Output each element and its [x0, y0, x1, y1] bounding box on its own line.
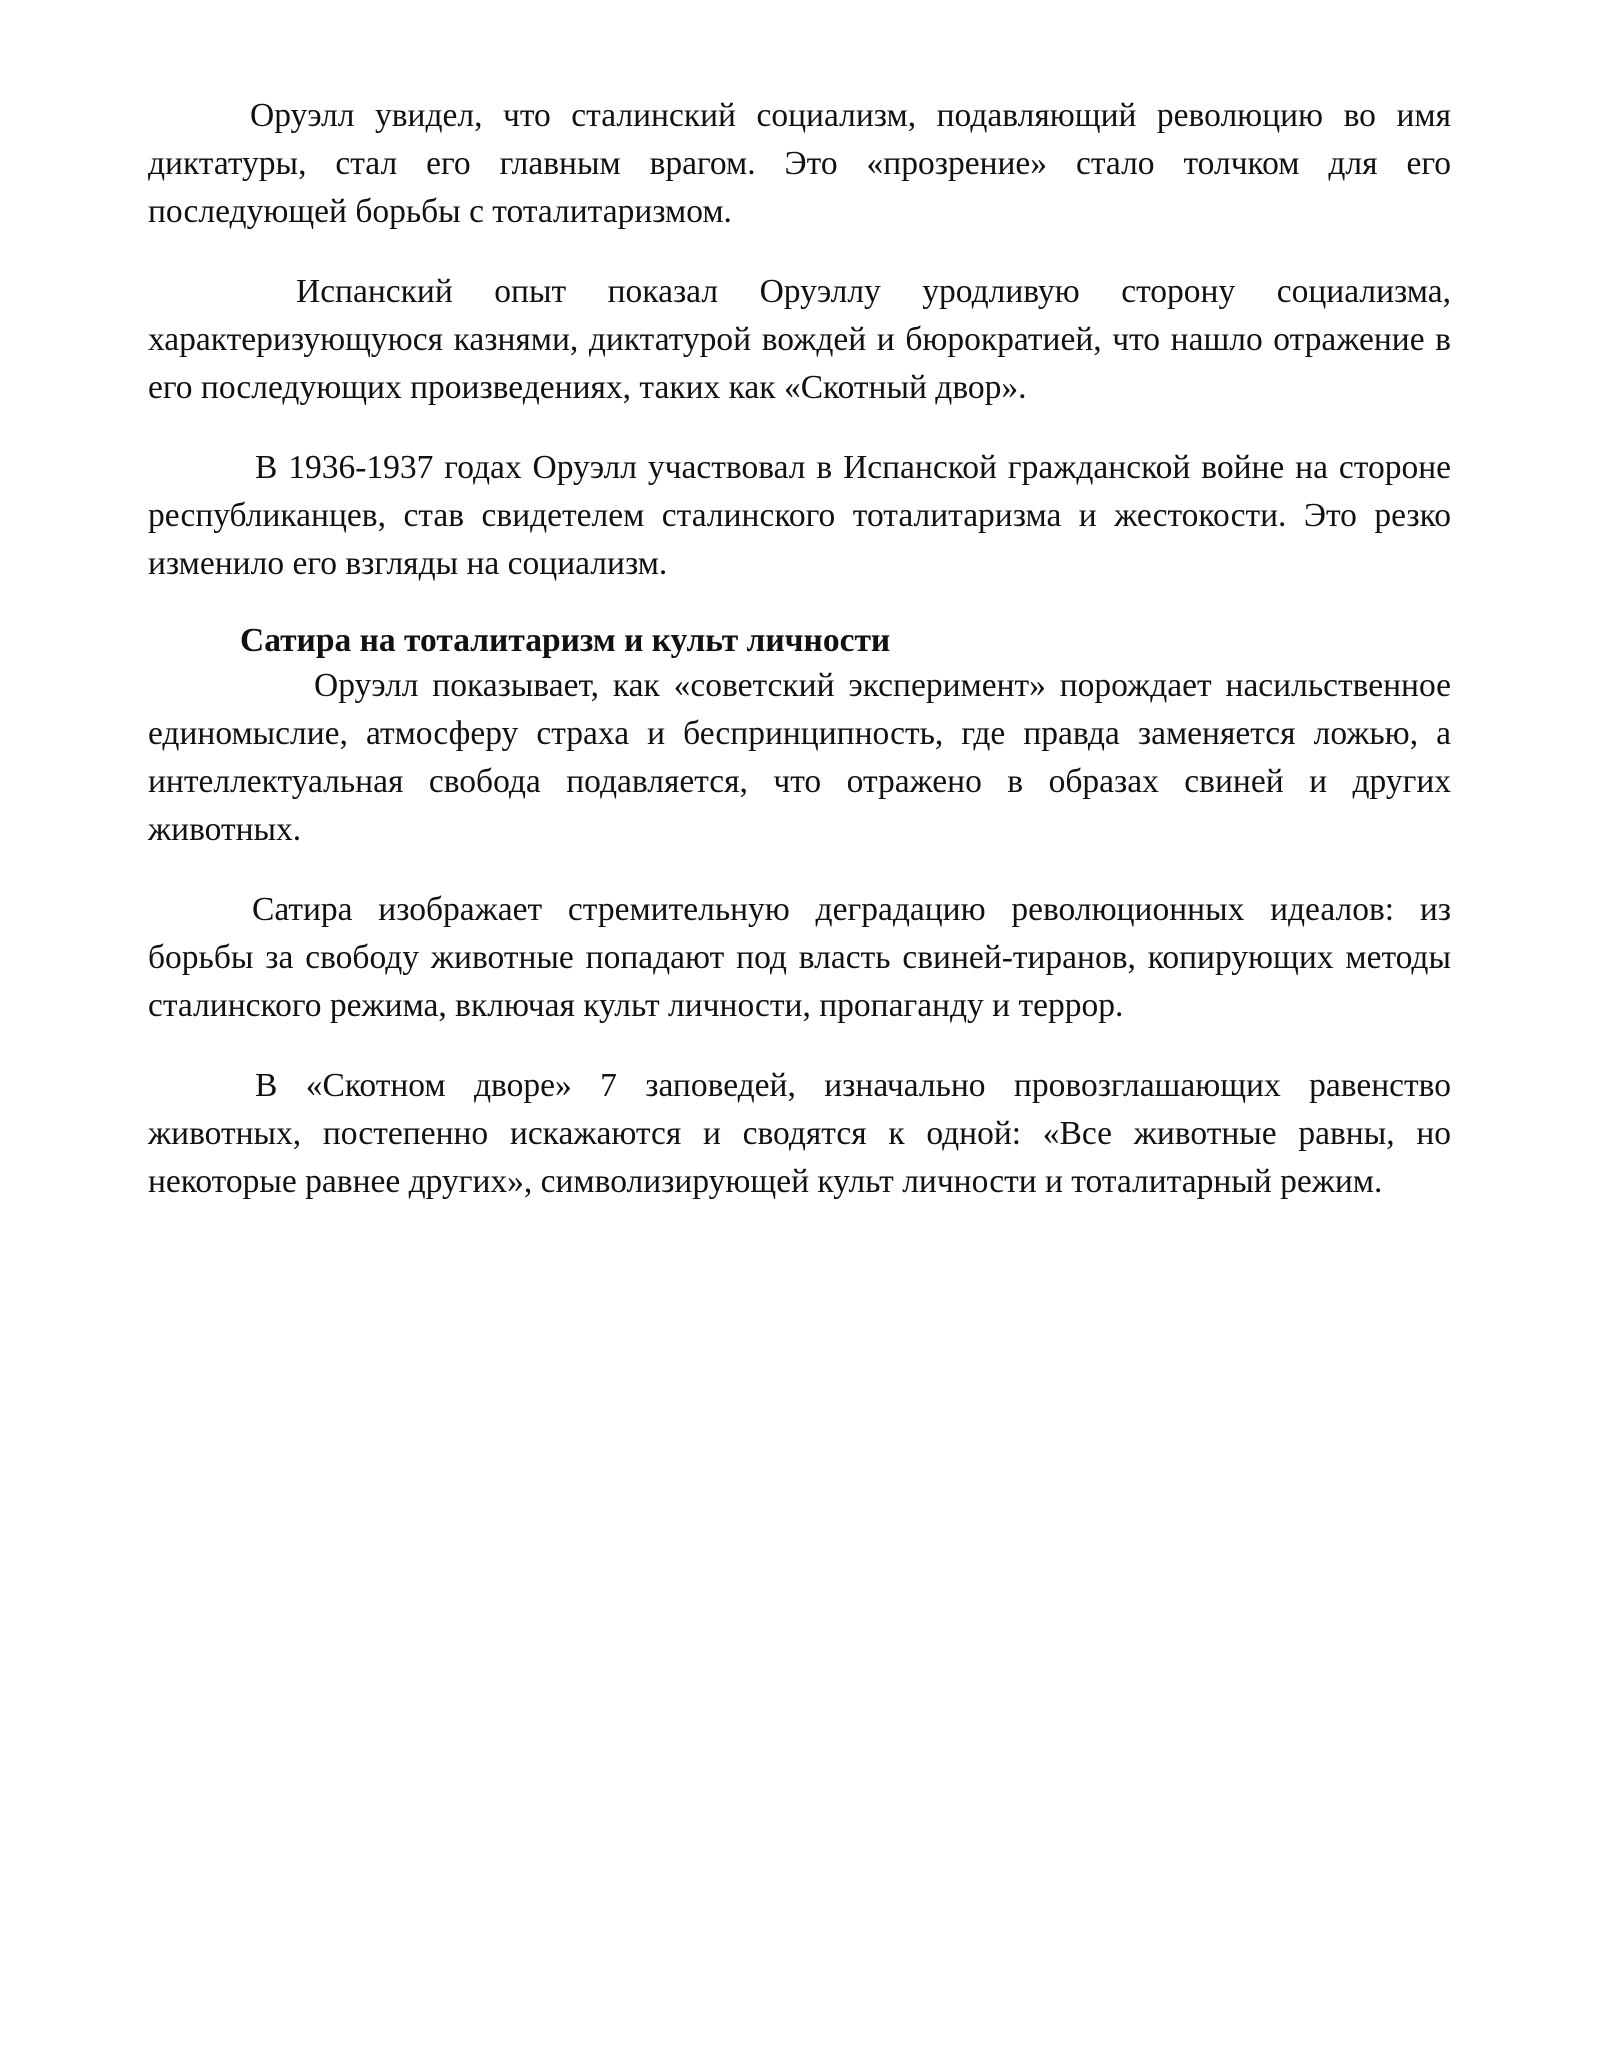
paragraph-seven-commandments: В «Скотном дворе» 7 заповедей, изначально провозглашающих равенство животных, постепенно искажаются и сводятся к одной: «Все животные равны, но некоторые равнее других», символизирующей культ личности и тоталитарный режим. [148, 1067, 1451, 1200]
paragraph-spanish-experience: Испанский опыт показал Оруэллу уродливую сторону социализма, характеризующуюся казнями, диктатурой вождей и бюрократией, что нашло отражение в его последующих произведениях, таких как «Скотный двор». [148, 273, 1451, 406]
document-body [148, 92, 1451, 1238]
paragraph-satire-degradation: Сатира изображает стремительную деградацию революционных идеалов: из борьбы за свободу животные попадают под власть свиней-тиранов, копирующих методы сталинского режима, включая культ личности, пропаганду и террор. [148, 891, 1451, 1024]
paragraph-spanish-civil-war: В 1936-1937 годах Оруэлл участвовал в Испанской гражданской войне на стороне республиканцев, став свидетелем сталинского тоталитаризма и жестокости. Это резко изменило его взгляды на социализм. [148, 449, 1451, 582]
paragraph-orwell-saw-stalinism: Оруэлл увидел, что сталинский социализм, подавляющий революцию во имя диктатуры, стал его главным врагом. Это «прозрение» стало толчком для его последующей борьбы с тоталитаризмом. [148, 97, 1451, 230]
paragraph-soviet-experiment: Оруэлл показывает, как «советский эксперимент» порождает насильственное единомыслие, атмосферу страха и беспринципность, где правда заменяется ложью, а интеллектуальная свобода подавляется, что отражено в образах свиней и других животных. [148, 667, 1451, 848]
section-heading: Сатира на тоталитаризм и культ личности [240, 622, 891, 659]
